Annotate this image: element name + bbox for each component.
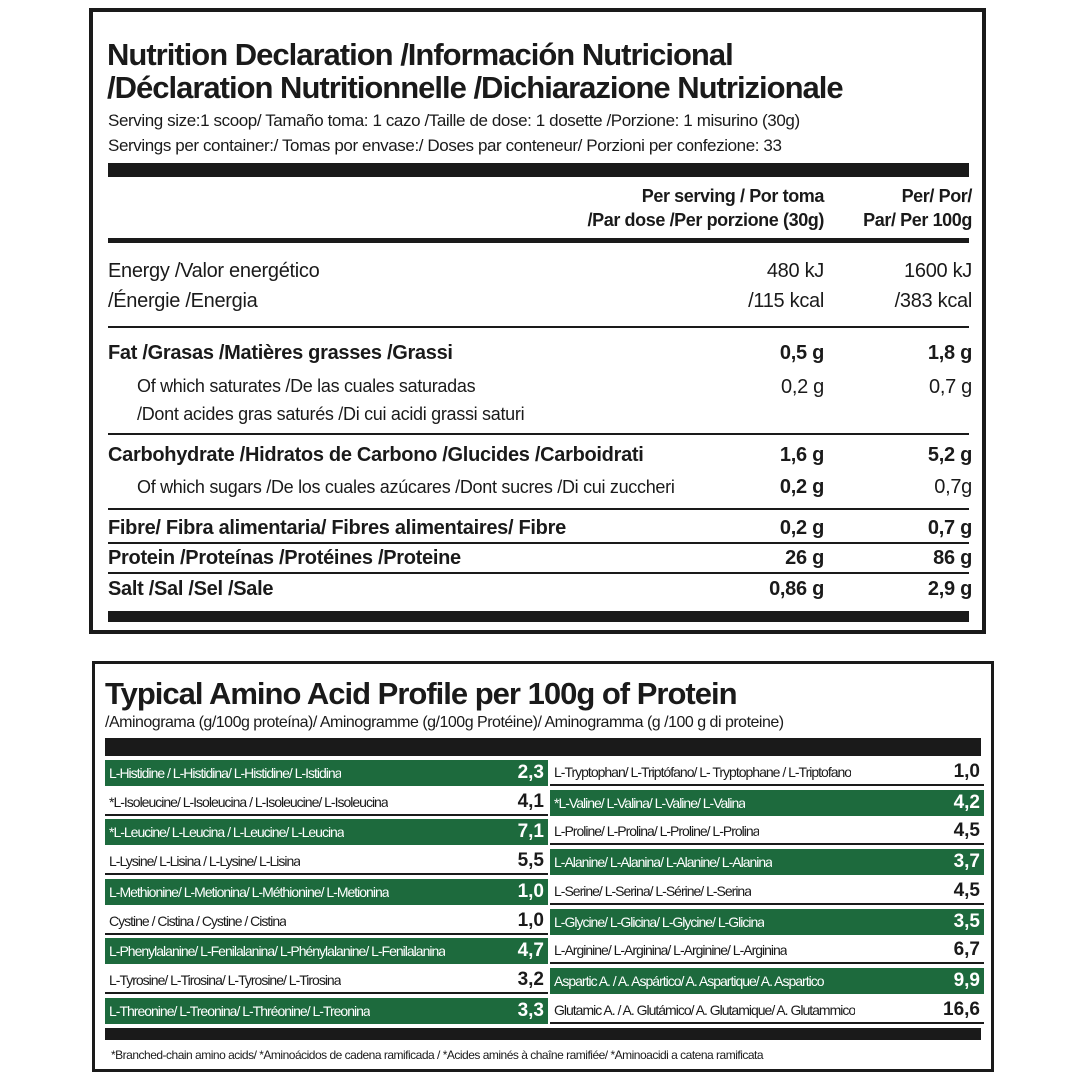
nutrition-title-line1: Nutrition Declaration /Información Nutricional [107, 37, 733, 72]
amino-row [105, 760, 548, 786]
amino-acid-name: L-Serine/ L-Serina/ L-Sérine/ L-Serina [554, 882, 752, 899]
sugars-label: Of which sugars /De los cuales azúcares /Dont sucres /Di cui zuccheri [137, 477, 675, 497]
servings-per-container: Servings per container:/ Tomas por envase:/ Doses par conteneur/ Porzioni per confezione: 33 [108, 136, 782, 155]
amino-row [550, 849, 984, 875]
amino-acid-value: 1,0 [517, 880, 544, 902]
divider [108, 433, 969, 435]
amino-row [550, 760, 984, 786]
energy-per-100g-kj: 1600 kJ [904, 260, 972, 282]
amino-row [105, 849, 548, 875]
sugars-per-serving: 0,2 g [779, 476, 824, 498]
amino-acid-name: L-Methionine/ L-Metionina/ L-Méthionine/ L-Metionina [109, 883, 389, 900]
carbohydrate-per-serving: 1,6 g [779, 444, 824, 466]
divider [108, 508, 969, 510]
amino-row [105, 998, 548, 1024]
fat-label: Fat /Grasas /Matières grasses /Grassi [108, 342, 453, 364]
amino-acid-name: L-Proline/ L-Prolina/ L-Proline/ L-Prolina [554, 823, 760, 840]
amino-row [550, 819, 984, 845]
amino-subtitle: /Aminograma (g/100g proteína)/ Aminogramme (g/100g Protéine)/ Aminogramma (g /100 g di proteine) [105, 714, 784, 731]
nutrition-declaration-panel [89, 8, 986, 634]
energy-label [108, 256, 319, 316]
column-header-per-serving-line2: /Par dose /Per porzione (30g) [587, 210, 824, 230]
amino-row [550, 790, 984, 816]
energy-label-line2: /Énergie /Energia [108, 290, 258, 312]
amino-acid-name: L-Histidine / L-Histidina/ L-Histidine/ L-Istidina [109, 765, 342, 781]
amino-acid-value: 3,5 [953, 910, 980, 932]
amino-acid-value: 4,2 [953, 791, 980, 813]
amino-acid-name: *L-Isoleucine/ L-Isoleucina / L-Isoleucine/ L-Isoleucina [109, 793, 388, 810]
amino-row [105, 790, 548, 816]
amino-acid-value: 4,5 [953, 879, 980, 901]
amino-acid-name: L-Tryptophan/ L-Triptófano/ L- Tryptophane / L-Triptofano [554, 764, 852, 780]
amino-acid-name: L-Glycine/ L-Glicina/ L-Glycine/ L-Glicina [554, 913, 765, 930]
amino-acid-name: Glutamic A. / A. Glutámico/ A. Glutamique/ A. Glutammico [554, 1001, 856, 1018]
amino-acid-name: L-Phenylalanine/ L-Fenilalanina/ L-Phénylalanine/ L-Fenilalanina [109, 943, 446, 960]
amino-acid-value: 7,1 [517, 821, 544, 843]
amino-row [105, 938, 548, 964]
salt-per-serving: 0,86 g [769, 578, 824, 600]
column-header-per-serving [588, 184, 824, 232]
column-header-per-100g-line1: Per/ Por/ [901, 186, 972, 206]
energy-per-serving-kj: 480 kJ [766, 260, 824, 282]
amino-acid-name: L-Arginine/ L-Arginina/ L-Arginine/ L-Arginina [554, 942, 787, 959]
amino-acid-value: 9,9 [953, 969, 980, 991]
sugars-per-100g: 0,7g [934, 476, 972, 498]
amino-acid-name: L-Tyrosine/ L-Tirosina/ L-Tyrosine/ L-Tirosina [109, 971, 341, 988]
divider [108, 572, 969, 574]
amino-acid-value: 1,0 [953, 761, 980, 782]
carbohydrate-per-100g: 5,2 g [927, 444, 972, 466]
fibre-per-serving: 0,2 g [779, 517, 824, 539]
column-header-per-100g-line2: Par/ Per 100g [863, 210, 972, 230]
amino-title: Typical Amino Acid Profile per 100g of Protein [105, 676, 737, 711]
fat-per-serving: 0,5 g [779, 342, 824, 364]
protein-per-100g: 86 g [933, 547, 972, 569]
fibre-label: Fibre/ Fibra alimentaria/ Fibres alimentaires/ Fibre [108, 517, 566, 539]
amino-acid-value: 3,2 [517, 968, 544, 990]
amino-row [550, 968, 984, 994]
amino-acid-profile-panel [92, 661, 994, 1072]
fibre-per-100g: 0,7 g [927, 517, 972, 539]
energy-per-serving [674, 256, 824, 316]
column-header-per-100g [863, 184, 972, 232]
amino-row [105, 819, 548, 845]
amino-divider-bottom [105, 1028, 981, 1040]
serving-size: Serving size:1 scoop/ Tamaño toma: 1 cazo /Taille de dose: 1 dosette /Porzione: 1 misurino (30g) [108, 111, 800, 130]
amino-acid-value: 3,3 [517, 999, 544, 1021]
amino-acid-value: 3,7 [953, 851, 980, 873]
amino-divider-top [105, 738, 981, 756]
amino-acid-name: *L-Leucine/ L-Leucina / L-Leucine/ L-Leucina [109, 824, 344, 841]
protein-per-serving: 26 g [785, 547, 824, 569]
amino-acid-value: 4,5 [953, 820, 980, 842]
divider-header [108, 238, 969, 243]
saturates-label [137, 372, 524, 428]
saturates-label-line1: Of which saturates /De las cuales saturadas [137, 376, 476, 396]
serving-info [108, 108, 800, 158]
energy-per-100g-kcal: /383 kcal [894, 290, 972, 312]
nutrition-title-line2: /Déclaration Nutritionnelle /Dichiarazione Nutrizionale [107, 70, 843, 105]
saturates-label-line2: /Dont acides gras saturés /Di cui acidi grassi saturi [137, 404, 525, 424]
amino-row [550, 998, 984, 1024]
energy-per-100g [822, 256, 972, 316]
energy-label-line1: Energy /Valor energético [108, 260, 320, 282]
amino-acid-value: 6,7 [953, 939, 980, 961]
column-header-per-serving-line1: Per serving / Por toma [641, 186, 824, 206]
amino-row [550, 938, 984, 964]
protein-label: Protein /Proteínas /Protéines /Proteine [108, 547, 461, 569]
amino-acid-value: 4,7 [517, 940, 544, 962]
amino-acid-value: 5,5 [517, 850, 544, 872]
amino-acid-name: Aspartic A. / A. Aspártico/ A. Aspartique/ A. Aspartico [554, 972, 824, 989]
amino-row [105, 879, 548, 905]
amino-acid-value: 16,6 [943, 998, 980, 1020]
nutrition-title [107, 38, 843, 104]
amino-row [105, 909, 548, 935]
salt-per-100g: 2,9 g [927, 578, 972, 600]
divider-thick [108, 163, 969, 177]
divider-bottom [108, 611, 969, 622]
fat-per-100g: 1,8 g [927, 342, 972, 364]
amino-row [105, 968, 548, 994]
amino-row [550, 909, 984, 935]
amino-acid-name: Cystine / Cistina / Cystine / Cistina [109, 912, 286, 929]
carbohydrate-label: Carbohydrate /Hidratos de Carbono /Glucides /Carboidrati [108, 444, 644, 466]
amino-acid-name: *L-Valine/ L-Valina/ L-Valine/ L-Valina [554, 794, 746, 811]
amino-row [550, 879, 984, 905]
divider [108, 542, 969, 544]
amino-acid-name: L-Alanine/ L-Alanina/ L-Alanine/ L-Alanina [554, 854, 772, 871]
amino-acid-value: 1,0 [517, 909, 544, 931]
saturates-per-100g: 0,7 g [929, 376, 972, 398]
saturates-per-serving: 0,2 g [781, 376, 824, 398]
amino-acid-value: 4,1 [517, 790, 544, 812]
divider [108, 326, 969, 328]
salt-label: Salt /Sal /Sel /Sale [108, 578, 274, 600]
energy-per-serving-kcal: /115 kcal [748, 290, 824, 312]
amino-acid-name: L-Threonine/ L-Treonina/ L-Thréonine/ L-Treonina [109, 1002, 370, 1019]
amino-acid-value: 2,3 [517, 762, 544, 783]
amino-acid-name: L-Lysine/ L-Lisina / L-Lysine/ L-Lisina [109, 853, 301, 870]
amino-footnote: *Branched-chain amino acids/ *Aminoácidos de cadena ramificada / *Acides aminés à chaîne ramifiée/ *Aminoacidi a catena ramificata [111, 1048, 764, 1062]
